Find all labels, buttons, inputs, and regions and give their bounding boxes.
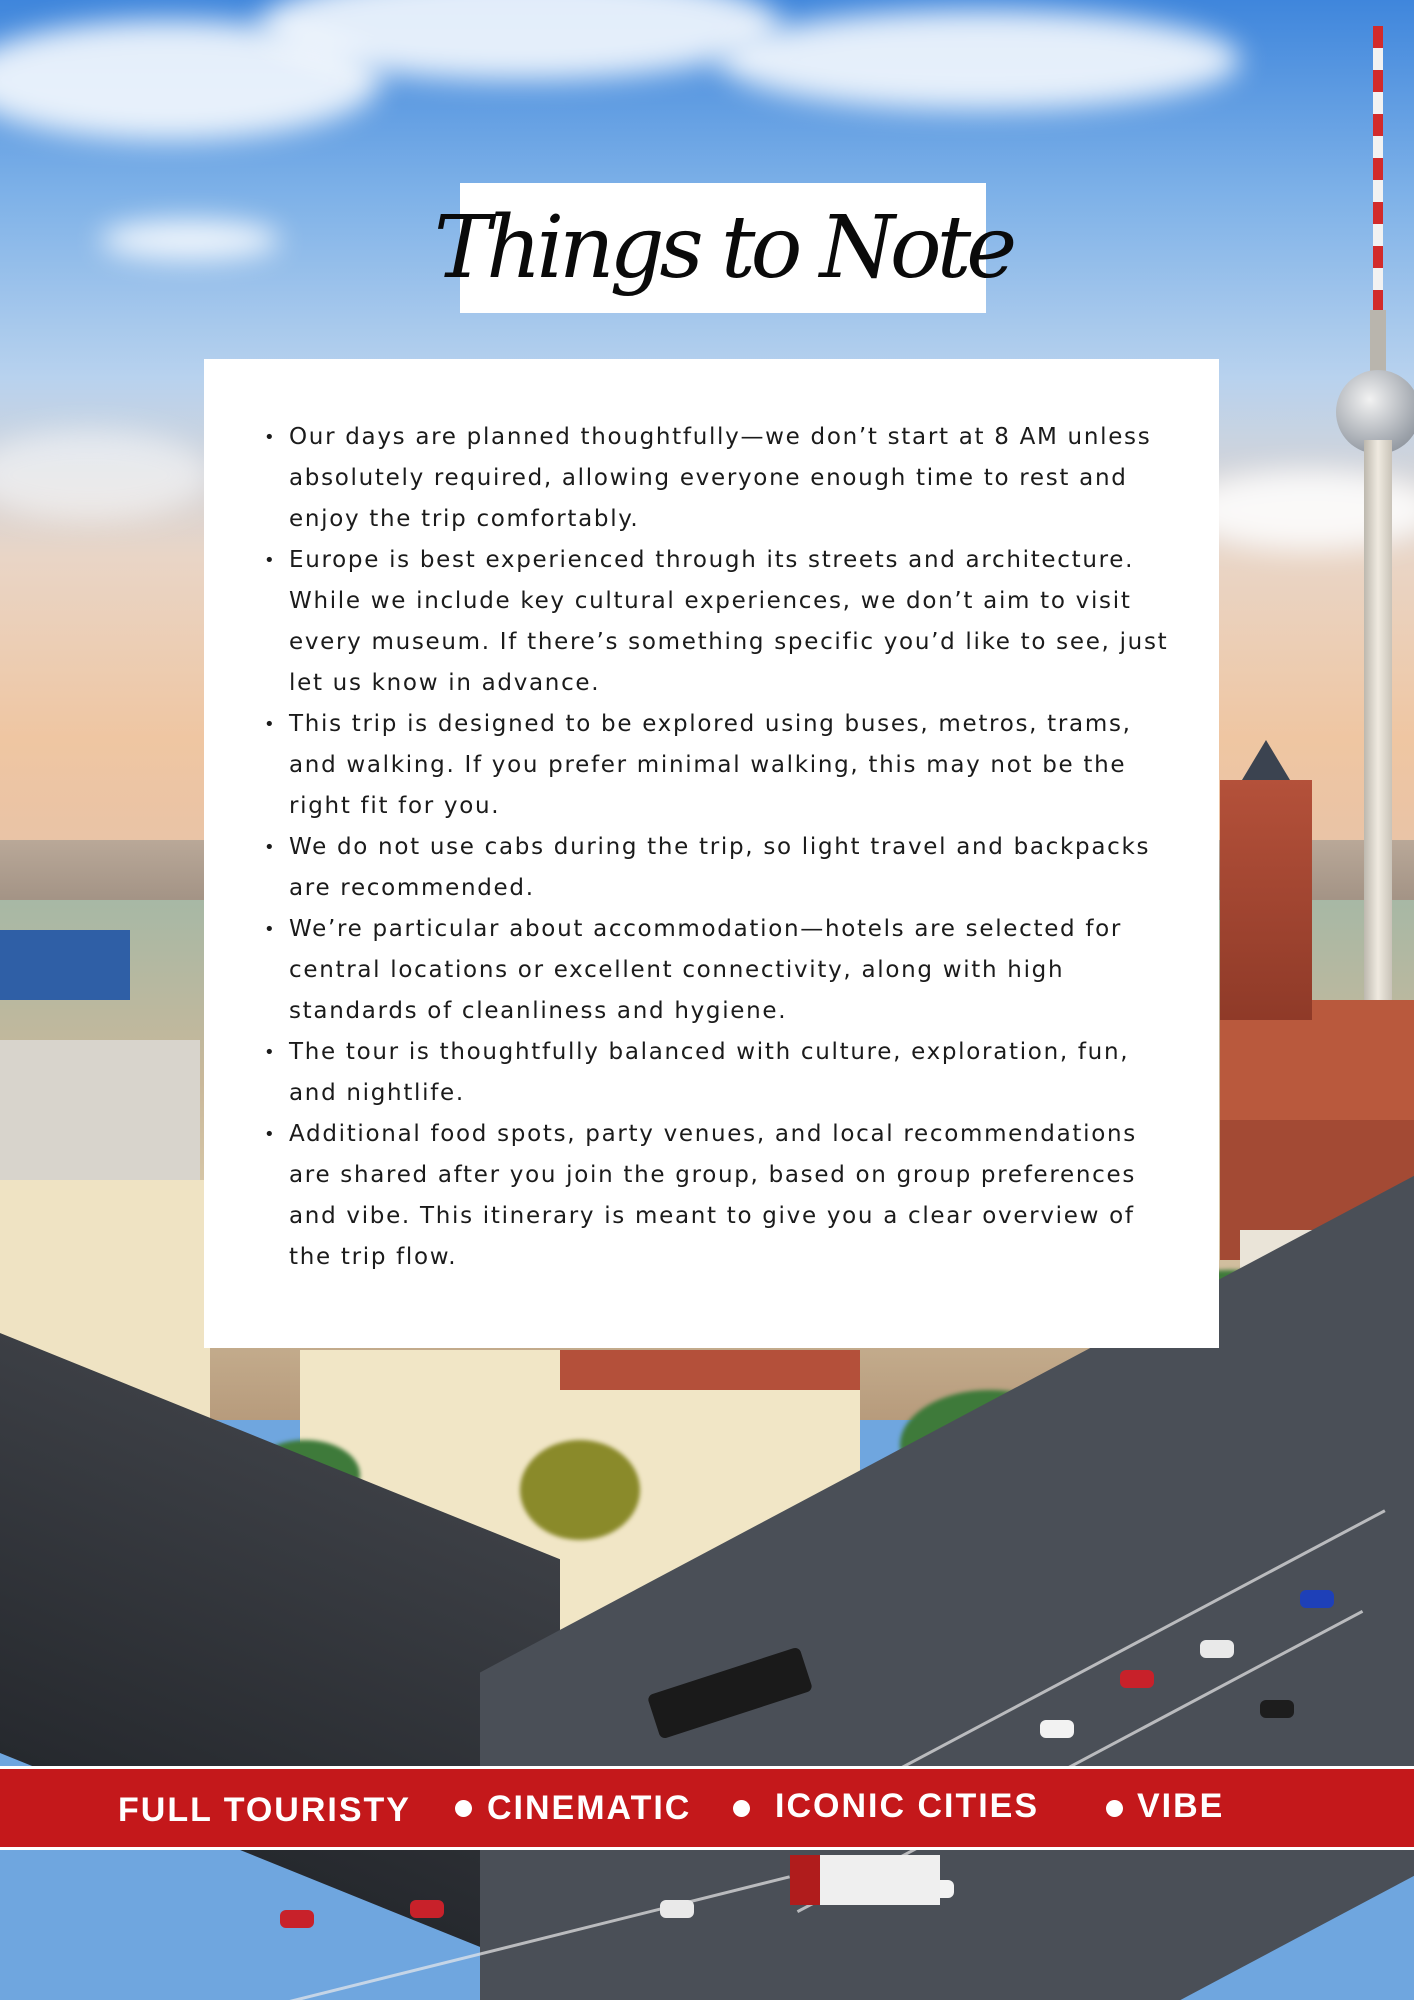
building [0,930,130,1000]
banner-item-iconic-cities: ICONIC CITIES [775,1787,1040,1825]
bullet-icon: • [264,919,277,940]
car [280,1910,314,1928]
dot-icon [733,1800,750,1817]
building [560,1350,860,1390]
bullet-icon: • [264,1042,277,1063]
note-text: Europe is best experienced through its streets and architecture. While we include key cultural experiences, we don’t aim to visit every museum. If there’s something specific you’d like to see, just let us know in advance. [289,547,1169,696]
banner-item-full-touristy: FULL TOURISTY [118,1791,411,1829]
tv-tower-shaft [1364,440,1392,1000]
car [1200,1640,1234,1658]
car [660,1900,694,1918]
banner-item-cinematic: CINEMATIC [487,1789,692,1827]
bullet-icon: • [264,1124,277,1145]
dot-icon [1106,1800,1123,1817]
townhall-tower [1220,780,1312,1020]
bullet-icon: • [264,427,277,448]
note-item [264,1032,1184,1114]
note-item [264,909,1184,1032]
note-text: Additional food spots, party venues, and local recommendations are shared after you join the group, based on group preferences and vibe. This itinerary is meant to give you a clear overview of the trip flow. [289,1121,1137,1270]
cloud [100,220,280,260]
note-text: This trip is designed to be explored using buses, metros, trams, and walking. If you prefer minimal walking, this may not be the right fit for you. [289,711,1132,819]
truck [790,1855,940,1905]
notes-list [264,417,1184,1278]
tv-tower-antenna [1373,26,1383,326]
building [0,1040,200,1180]
note-item [264,827,1184,909]
car [1260,1700,1294,1718]
page-title: Things to Note [433,198,1013,298]
cloud [720,10,1240,110]
banner-item-vibe: VIBE [1137,1787,1225,1825]
car [1300,1590,1334,1608]
bullet-icon: • [264,714,277,735]
note-text: The tour is thoughtfully balanced with culture, exploration, fun, and nightlife. [289,1039,1130,1106]
dot-icon [455,1800,472,1817]
note-item [264,417,1184,540]
note-text: We’re particular about accommodation—hotels are selected for central locations or excellent connectivity, along with high standards of cleanliness and hygiene. [289,916,1123,1024]
note-item [264,540,1184,704]
note-item [264,704,1184,827]
note-text: We do not use cabs during the trip, so light travel and backpacks are recommended. [289,834,1151,901]
note-item [264,1114,1184,1278]
trees [520,1440,640,1540]
car [410,1900,444,1918]
notes-card [204,359,1219,1348]
bullet-icon: • [264,550,277,571]
tagline-banner [0,1766,1414,1850]
car [1120,1670,1154,1688]
note-text: Our days are planned thoughtfully—we don’t start at 8 AM unless absolutely required, allowing everyone enough time to rest and enjoy the trip comfortably. [289,424,1152,532]
title-box [433,183,1013,313]
car [1040,1720,1074,1738]
bullet-icon: • [264,837,277,858]
